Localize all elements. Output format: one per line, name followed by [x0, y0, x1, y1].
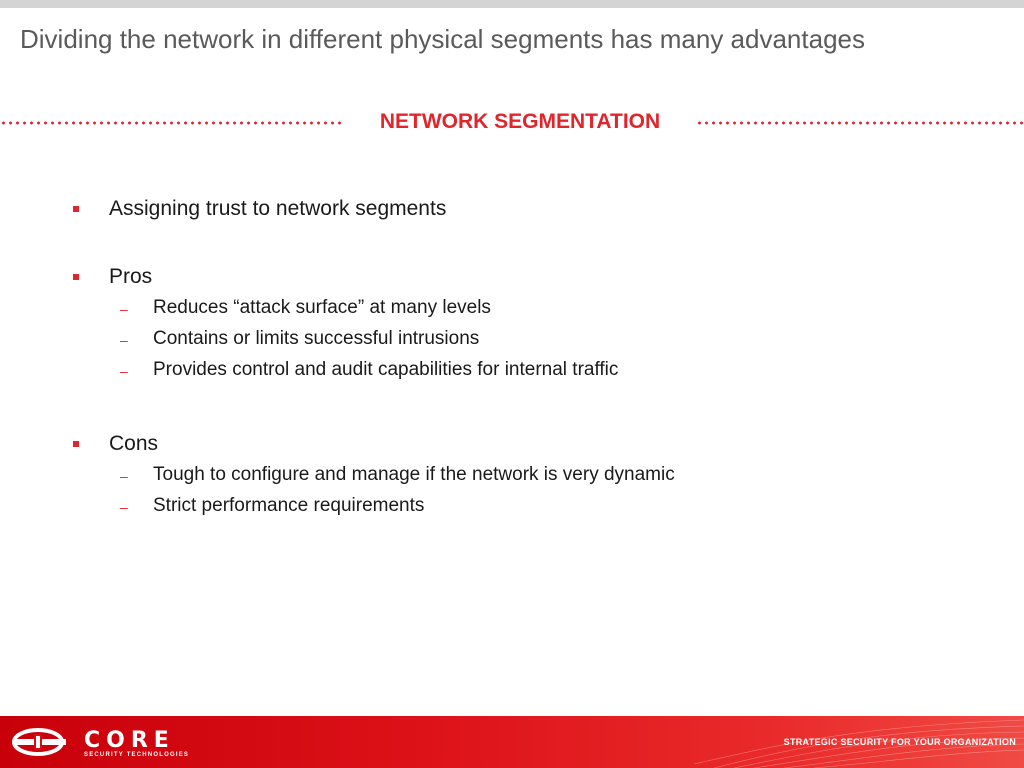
core-emblem-icon	[10, 724, 72, 760]
section-heading: NETWORK SEGMENTATION	[379, 110, 661, 133]
dotted-rule-right	[696, 121, 1024, 125]
logo-subtitle: SECURITY TECHNOLOGIES	[84, 752, 190, 758]
dash-bullet-icon: –	[120, 301, 128, 317]
sub-item	[68, 495, 446, 526]
bullet-list	[68, 195, 675, 566]
dotted-rule-left	[0, 121, 342, 125]
sub-item-text: Tough to configure and manage if the network is very dynamic	[153, 464, 675, 485]
dash-bullet-icon: –	[120, 332, 128, 348]
sub-item-text: Reduces “attack surface” at many levels	[153, 297, 491, 318]
sub-item-text: Provides control and audit capabilities for internal traffic	[153, 359, 619, 380]
sub-list	[68, 297, 619, 390]
bullet-item	[68, 195, 446, 223]
logo-wordmark: CORE	[84, 728, 175, 753]
sub-item	[68, 464, 675, 495]
dash-bullet-icon: –	[120, 499, 128, 515]
footer-tagline: STRATEGIC SECURITY FOR YOUR ORGANIZATION	[783, 737, 1016, 747]
square-bullet-icon	[73, 441, 79, 447]
section-header	[0, 106, 1024, 140]
bullet-text: Assigning trust to network segments	[109, 197, 447, 220]
dash-bullet-icon: –	[120, 468, 128, 484]
sub-item	[68, 328, 480, 359]
footer-bar	[0, 716, 1024, 768]
sub-item-text: Contains or limits successful intrusions	[153, 328, 480, 349]
sub-list	[68, 464, 675, 526]
bullet-item	[68, 430, 675, 526]
bullet-text: Pros	[109, 265, 153, 288]
slide-title: Dividing the network in different physical segments has many advantages	[20, 24, 865, 54]
bullet-text: Cons	[109, 432, 159, 455]
core-logo	[10, 724, 190, 760]
top-bar	[0, 0, 1024, 8]
dash-bullet-icon: –	[120, 363, 128, 379]
sub-item-text: Strict performance requirements	[153, 495, 425, 516]
sub-item	[68, 359, 619, 390]
bullet-item	[68, 263, 619, 390]
square-bullet-icon	[73, 206, 79, 212]
square-bullet-icon	[73, 274, 79, 280]
sub-item	[68, 297, 491, 328]
